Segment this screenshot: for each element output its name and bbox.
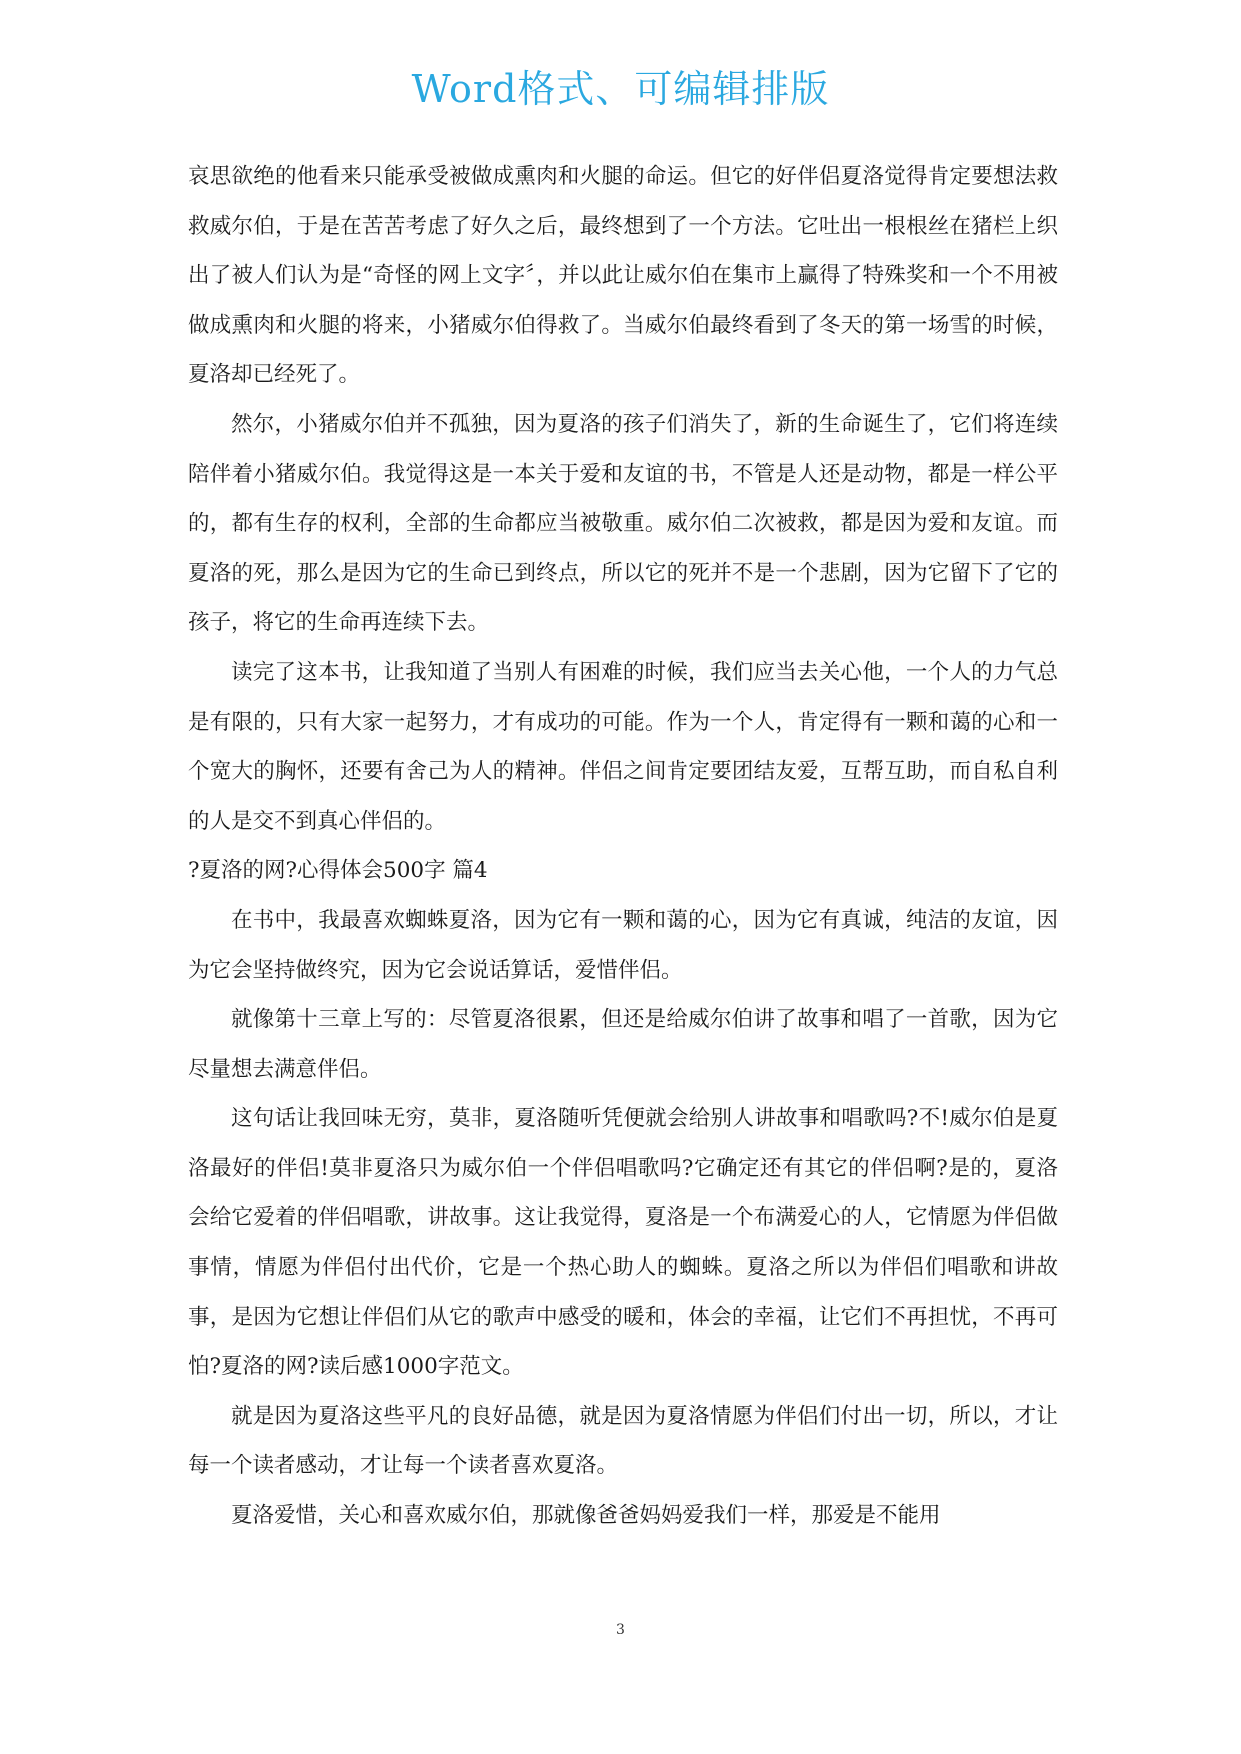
paragraph-7: 就是因为夏洛这些平凡的良好品德，就是因为夏洛情愿为伴侣们付出一切，所以，才让每一个读者感动，才让每一个读者喜欢夏洛。 [188, 1403, 1058, 1479]
paragraph-8: 夏洛爱惜，关心和喜欢威尔伯，那就像爸爸妈妈爱我们一样，那爱是不能用 [231, 1503, 941, 1529]
paragraph-2: 然尔，小猪威尔伯并不孤独，因为夏洛的孩子们消失了，新的生命诞生了，它们将连续陪伴着小猪威尔伯。我觉得这是一本关于爱和友谊的书，不管是人还是动物，都是一样公平的，都有生存的权利，全部的生命都应当被敬重。威尔伯二次被救，都是因为爱和友谊。而夏洛的死，那么是因为它的生命已到终点，所以它的死并不是一个悲剧，因为它留下了它的孩子，将它的生命再连续下去。 [188, 411, 1058, 636]
paragraph-6: 这句话让我回味无穷，莫非，夏洛随听凭便就会给别人讲故事和唱歌吗?不!威尔伯是夏洛最好的伴侣!莫非夏洛只为威尔伯一个伴侣唱歌吗?它确定还有其它的伴侣啊?是的，夏洛会给它爱着的伴侣唱歌，讲故事。这让我觉得，夏洛是一个布满爱心的人，它情愿为伴侣做事情，情愿为伴侣付出代价，它是一个热心助人的蜘蛛。夏洛之所以为伴侣们唱歌和讲故事，是因为它想让伴侣们从它的歌声中感受的暖和，体会的幸福，让它们不再担忧，不再可怕?夏洛的网?读后感1000字范文。 [188, 1106, 1058, 1380]
paragraph-5: 就像第十三章上写的：尽管夏洛很累，但还是给威尔伯讲了故事和唱了一首歌，因为它尽量想去满意伴侣。 [188, 1007, 1058, 1082]
paragraph-3: 读完了这本书，让我知道了当别人有困难的时候，我们应当去关心他，一个人的力气总是有限的，只有大家一起努力，才有成功的可能。作为一个人，肯定得有一颗和蔼的心和一个宽大的胸怀，还要有舍己为人的精神。伴侣之间肯定要团结友爱，互帮互助，而自私自利的人是交不到真心伴侣的。 [188, 659, 1058, 834]
document-header-title: Word格式、可编辑排版 [411, 67, 830, 111]
paragraph-4: 在书中，我最喜欢蜘蛛夏洛，因为它有一颗和蔼的心，因为它有真诚，纯洁的友谊，因为它会坚持做终究，因为它会说话算话，爱惜伴侣。 [188, 907, 1058, 983]
page-number: 3 [616, 1622, 625, 1638]
paragraph-1: 哀思欲绝的他看来只能承受被做成熏肉和火腿的命运。但它的好伴侣夏洛觉得肯定要想法救救威尔伯，于是在苦苦考虑了好久之后，最终想到了一个方法。它吐出一根根丝在猪栏上织出了被人们认为是“奇怪的网上文字〞，并以此让威尔伯在集市上赢得了特殊奖和一个不用被做成熏肉和火腿的将来，小猪威尔伯得救了。当威尔伯最终看到了冬天的第一场雪的时候，夏洛却已经死了。 [188, 164, 1058, 388]
section-heading: ?夏洛的网?心得体会500字 篇4 [188, 858, 488, 884]
document-body [188, 152, 1058, 1541]
